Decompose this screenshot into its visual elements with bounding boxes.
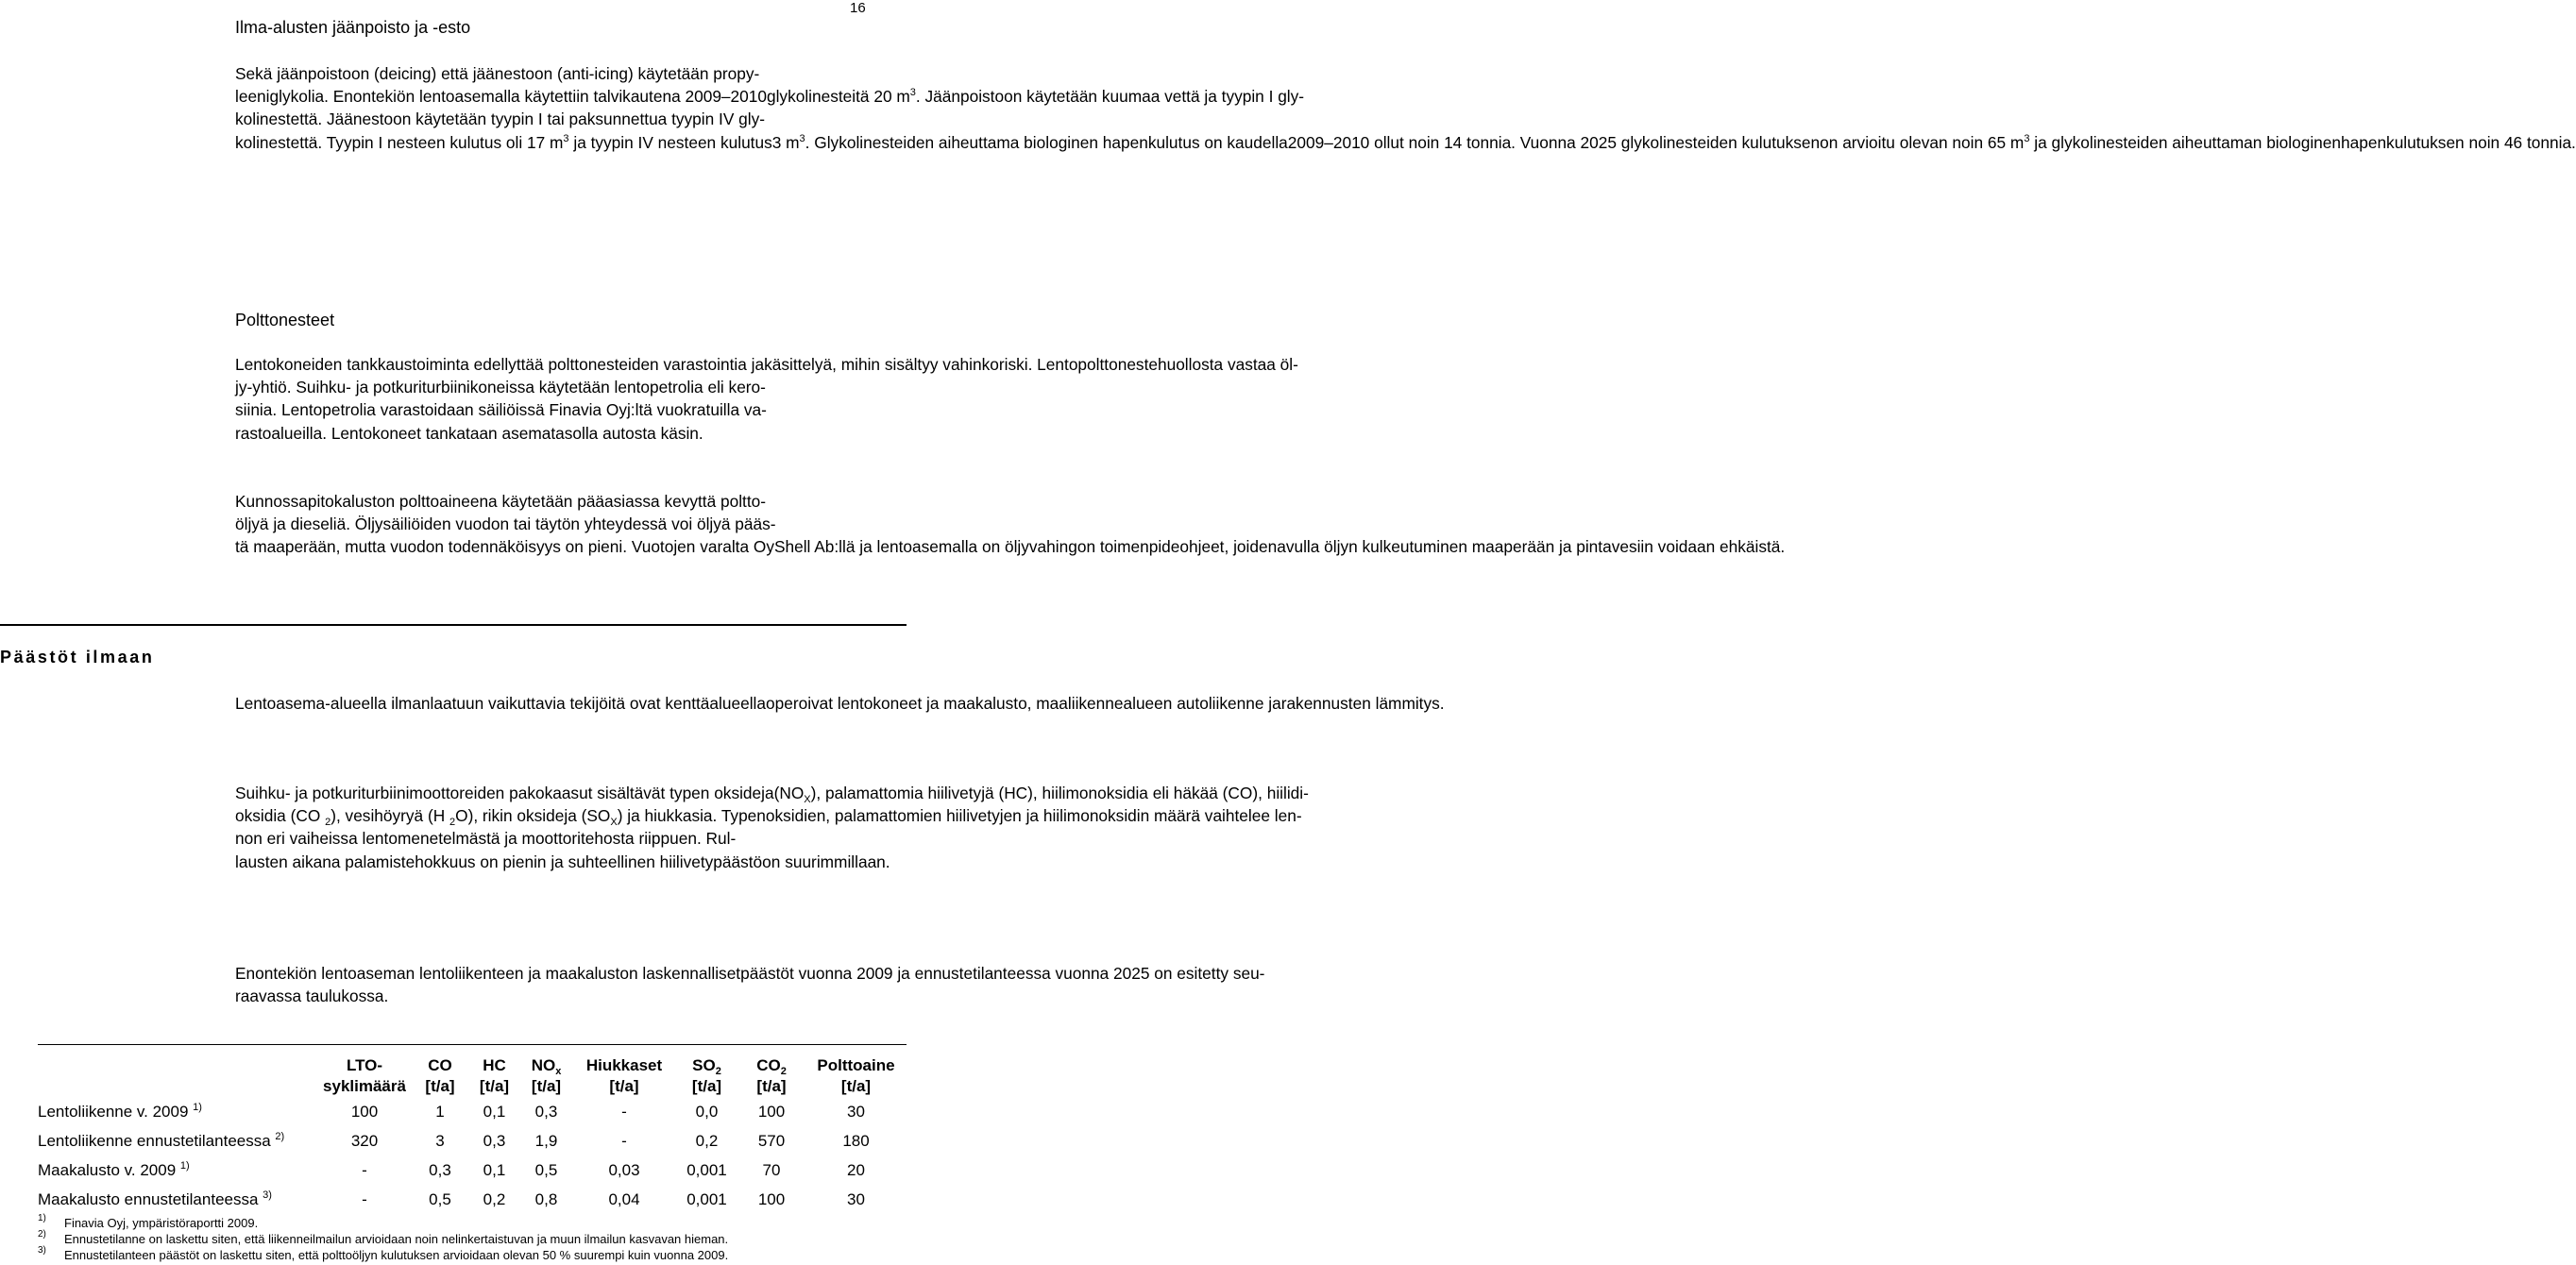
fuel-paragraph-2 (235, 490, 1786, 559)
footnote-text: Ennustetilanne on laskettu siten, että liikenneilmailun arvioidaan noin nelinkertaistuvan ja muun ilmailun kasvavan hieman. (64, 1232, 729, 1246)
emissions-table (38, 1055, 907, 1214)
deicing-script: 3 (563, 132, 569, 144)
table-cell: 0,2 (695, 1131, 719, 1150)
deicing-line (235, 64, 759, 83)
em2-text: ) ja hiukkasia. Typen (617, 806, 766, 826)
fuel2-line: öljyä ja dieseliä. Öljysäiliöiden vuodon tai täytön yhteydessä voi öljyä pääs- (235, 514, 776, 534)
header-unit: syklimäärä (323, 1077, 406, 1095)
header-name: NO (531, 1056, 556, 1074)
footnote-mark: 2) (38, 1229, 46, 1240)
deicing-paragraph (235, 62, 2576, 154)
em2-text: ), palamattomia hiilivetyjä (HC), hiilimonoksidia eli häkää (CO), hiilidi- (810, 784, 1309, 802)
em2-line (766, 806, 1302, 825)
row-label: Lentoliikenne ennustetilanteessa (38, 1131, 276, 1150)
deicing-line (235, 87, 767, 106)
page-number: 16 (850, 0, 866, 16)
emissions-paragraph-2 (235, 782, 1309, 873)
section-divider (0, 624, 907, 626)
fuel2-line: tä maaperään, mutta vuodon todennäköisyys on pieni. Vuotojen varalta Oy (235, 537, 774, 557)
em3-line: raavassa taulukossa. (235, 987, 389, 1006)
deicing-text: . Jäänpoistoon käytetään kuumaa vettä ja tyypin I gly- (915, 87, 1305, 107)
emissions-paragraph-1 (235, 692, 1445, 715)
deicing-text: glykolinesteitä 20 m (766, 87, 910, 107)
row-label: Maakalusto v. 2009 (38, 1160, 180, 1179)
em1-line: Lentoasema-alueella ilmanlaatuun vaikuttavia tekijöitä ovat kenttäalueella (235, 694, 766, 713)
row-footnote-ref: 2) (275, 1130, 285, 1142)
em2-text: non eri vaiheissa lentomenetelmästä ja moottoritehosta riippuen. Rul- (235, 829, 737, 849)
fuel-heading: Polttonesteet (235, 311, 335, 329)
row-label-cell (38, 1155, 317, 1185)
em2-line (235, 852, 762, 871)
header-subscript: 2 (715, 1066, 721, 1077)
fuel2-line: Shell Ab:llä ja lentoasemalla on öljyvahingon toimenpideohjeet, joiden (773, 537, 1278, 557)
header-unit: [t/a] (425, 1077, 455, 1095)
em3-line: Enontekiön lentoaseman lentoliikenteen ja maakaluston laskennalliset (235, 964, 741, 983)
footnote (38, 1215, 907, 1231)
table-cell: - (362, 1160, 367, 1179)
header-name: Hiukkaset (585, 1056, 663, 1074)
em2-text: oksidia (CO (235, 806, 326, 826)
header-name: Polttoaine (817, 1056, 895, 1074)
table-header-cell (737, 1055, 805, 1097)
header-name: CO (428, 1056, 452, 1074)
table-row (38, 1185, 907, 1214)
table-cell: 0,001 (686, 1189, 727, 1208)
footnote (38, 1247, 907, 1263)
table-cell: 0,0 (695, 1102, 719, 1121)
header-unit: [t/a] (691, 1077, 722, 1095)
table-cell: 20 (847, 1160, 865, 1179)
header-name: SO (692, 1056, 716, 1074)
table-cell: 100 (350, 1102, 379, 1121)
em2-script: 2 (449, 817, 456, 829)
table-header-cell (317, 1055, 412, 1097)
header-unit: [t/a] (479, 1077, 510, 1095)
table-cell: 100 (757, 1189, 786, 1208)
table-cell: - (362, 1189, 367, 1208)
row-footnote-ref: 1) (193, 1101, 202, 1113)
deicing-text: leeniglykolia. Enontekiön lentoasemalla käytettiin talvikautena 2009–2010 (235, 87, 767, 107)
table-cell: 0,04 (608, 1189, 640, 1208)
deicing-line (1820, 133, 2341, 152)
em2-line (773, 784, 1309, 805)
table-header-row (38, 1055, 907, 1097)
deicing-text: 3 m (771, 132, 800, 152)
header-name: LTO- (346, 1056, 383, 1074)
fuel1-line: siinia. Lentopetrolia varastoidaan säiliöissä Finavia Oyj:ltä vuokratuilla va- (235, 400, 767, 420)
em2-text: Suihku- ja potkuriturbiinimoottoreiden pakokaasut sisältävät typen oksideja (235, 784, 774, 802)
table-row (38, 1097, 907, 1126)
row-footnote-ref: 3) (263, 1189, 272, 1201)
emissions-section-title: Päästöt ilmaan (0, 648, 155, 666)
em1-line: rakennusten lämmitys. (1280, 694, 1445, 713)
row-label-cell (38, 1185, 317, 1214)
row-label-cell (38, 1097, 317, 1126)
footnotes (38, 1215, 907, 1263)
table-cell: 570 (757, 1131, 786, 1150)
table-cell: 0,1 (483, 1102, 506, 1121)
header-subscript: x (555, 1066, 562, 1077)
table-cell: 0,001 (686, 1160, 727, 1179)
fuel1-line: Lentokoneiden tankkaustoiminta edellyttää polttonesteiden varastointia ja (235, 355, 765, 374)
em2-text: lausten aikana palamistehokkuus on pienin ja suhteellinen hiilivetypäästö (235, 852, 763, 871)
deicing-text: Sekä jäänpoistoon (deicing) että jäänestoon (anti-icing) käytetään propy- (235, 64, 760, 83)
fuel1-line: jy-yhtiö. Suihku- ja potkuriturbiinikoneissa käytetään lentopetrolia eli kero- (235, 378, 766, 397)
header-name: HC (483, 1056, 506, 1074)
table-cell: 0,1 (483, 1160, 506, 1179)
table-row (38, 1126, 907, 1155)
table-cell: 0,3 (429, 1160, 451, 1179)
em2-line (762, 852, 890, 871)
table-header-cell (468, 1055, 520, 1097)
em2-line (235, 806, 766, 829)
deicing-text: 2009–2010 ollut noin 14 tonnia. Vuonna 2025 glykolinesteiden kulutuksen (1287, 132, 1821, 152)
table-cell: 0,03 (608, 1160, 640, 1179)
table-cell: 320 (350, 1131, 379, 1150)
table-cell: 1,9 (534, 1131, 558, 1150)
deicing-line (235, 110, 765, 128)
table-cell: 100 (757, 1102, 786, 1121)
table-cell: 0,8 (534, 1189, 558, 1208)
deicing-script: 3 (799, 132, 805, 144)
em3-line: päästöt vuonna 2009 ja ennustetilanteessa vuonna 2025 on esitetty seu- (740, 964, 1265, 983)
em2-text: (NO (773, 784, 805, 802)
fuel-paragraph-1 (235, 353, 1298, 445)
deicing-line (772, 133, 1288, 152)
table-cell: 0,5 (429, 1189, 451, 1208)
em2-script: 2 (325, 817, 331, 829)
deicing-text: on arvioitu olevan noin 65 m (1820, 132, 2025, 152)
em2-text: oksidien, palamattomien hiilivetyjen ja hiilimonoksidin määrä vaihtelee len- (765, 806, 1302, 826)
em2-text: ), vesihöyryä (H (330, 806, 449, 826)
row-label-cell (38, 1126, 317, 1155)
deicing-text: ja tyypin IV nesteen kulutus (568, 132, 772, 152)
section-heading-deicing: Ilma-alusten jäänpoisto ja -esto (235, 18, 471, 37)
deicing-line (235, 133, 772, 152)
table-header-cell (572, 1055, 676, 1097)
deicing-script: 3 (2024, 132, 2030, 144)
em2-text: O), rikin oksideja (SO (455, 806, 611, 826)
table-cell: 70 (762, 1160, 781, 1179)
table-cell: 180 (842, 1131, 870, 1150)
table-cell: 1 (435, 1102, 445, 1121)
header-unit: [t/a] (609, 1077, 639, 1095)
deicing-text: kolinestettä. Tyypin I nesteen kulutus oli 17 m (235, 132, 564, 152)
row-footnote-ref: 1) (179, 1159, 190, 1172)
emissions-paragraph-3 (235, 962, 1265, 1007)
table-cell: 0,5 (534, 1160, 558, 1179)
header-unit: [t/a] (756, 1077, 787, 1095)
table-cell: 3 (435, 1131, 445, 1150)
table-header-cell (412, 1055, 468, 1097)
table-cell: - (621, 1102, 627, 1121)
em1-line: operoivat lentokoneet ja maakalusto, maaliikennealueen autoliikenne ja (766, 694, 1281, 713)
em2-text: on suurimmillaan. (762, 852, 890, 871)
table-header-cell (676, 1055, 737, 1097)
footnote-text: Ennustetilanteen päästöt on laskettu siten, että polttoöljyn kulutuksen arvioidaan olevan 50 % suurempi kuin vuonna 2009. (64, 1248, 729, 1262)
deicing-script: 3 (909, 87, 916, 99)
header-name: CO (756, 1056, 781, 1074)
table-header-cell (520, 1055, 572, 1097)
deicing-text: . Glykolinesteiden aiheuttama biologinen hapenkulutus on kaudella (805, 132, 1288, 152)
header-unit: [t/a] (840, 1077, 872, 1095)
table-header-cell (38, 1055, 317, 1097)
footnote (38, 1231, 907, 1247)
em2-line (235, 829, 736, 848)
header-unit: [t/a] (531, 1077, 562, 1095)
em2-script: X (804, 794, 811, 805)
table-top-rule (38, 1044, 907, 1045)
table-cell: 30 (847, 1189, 865, 1208)
footnote-text: Finavia Oyj, ympäristöraportti 2009. (64, 1216, 259, 1230)
fuel2-line: Kunnossapitokaluston polttoaineena käytetään pääasiassa kevyttä poltto- (235, 492, 767, 511)
fuel2-line: avulla öljyn kulkeutuminen maaperään ja pintavesiin voidaan ehkäistä. (1277, 537, 1786, 557)
em2-script: X (610, 817, 618, 829)
header-subscript: 2 (780, 1066, 787, 1077)
row-label: Lentoliikenne v. 2009 (38, 1102, 194, 1121)
em2-line (235, 784, 774, 802)
footnote-mark: 3) (38, 1245, 46, 1256)
table-cell: 0,3 (534, 1102, 558, 1121)
table-row (38, 1155, 907, 1185)
fuel1-line: käsittelyä, mihin sisältyy vahinkoriski. Lentopolttonestehuollosta vastaa öl- (764, 355, 1298, 374)
deicing-text: kolinestettä. Jäänestoon käytetään tyypin I tai paksunnettua tyypin IV gly- (235, 110, 766, 129)
deicing-line (2341, 133, 2576, 152)
table-cell: 30 (847, 1102, 865, 1121)
deicing-line (767, 87, 1304, 106)
footnote-mark: 1) (38, 1213, 46, 1223)
table-cell: - (621, 1131, 627, 1150)
deicing-line (1288, 133, 1820, 152)
fuel1-line: rastoalueilla. Lentokoneet tankataan asematasolla autosta käsin. (235, 423, 703, 443)
table-cell: 0,2 (483, 1189, 506, 1208)
row-label: Maakalusto ennustetilanteessa (38, 1189, 263, 1208)
deicing-text: hapenkulutuksen noin 46 tonnia. (2341, 132, 2576, 152)
table-cell: 0,3 (483, 1131, 506, 1150)
table-header-cell (805, 1055, 907, 1097)
deicing-text: ja glykolinesteiden aiheuttaman biologinen (2029, 132, 2341, 152)
